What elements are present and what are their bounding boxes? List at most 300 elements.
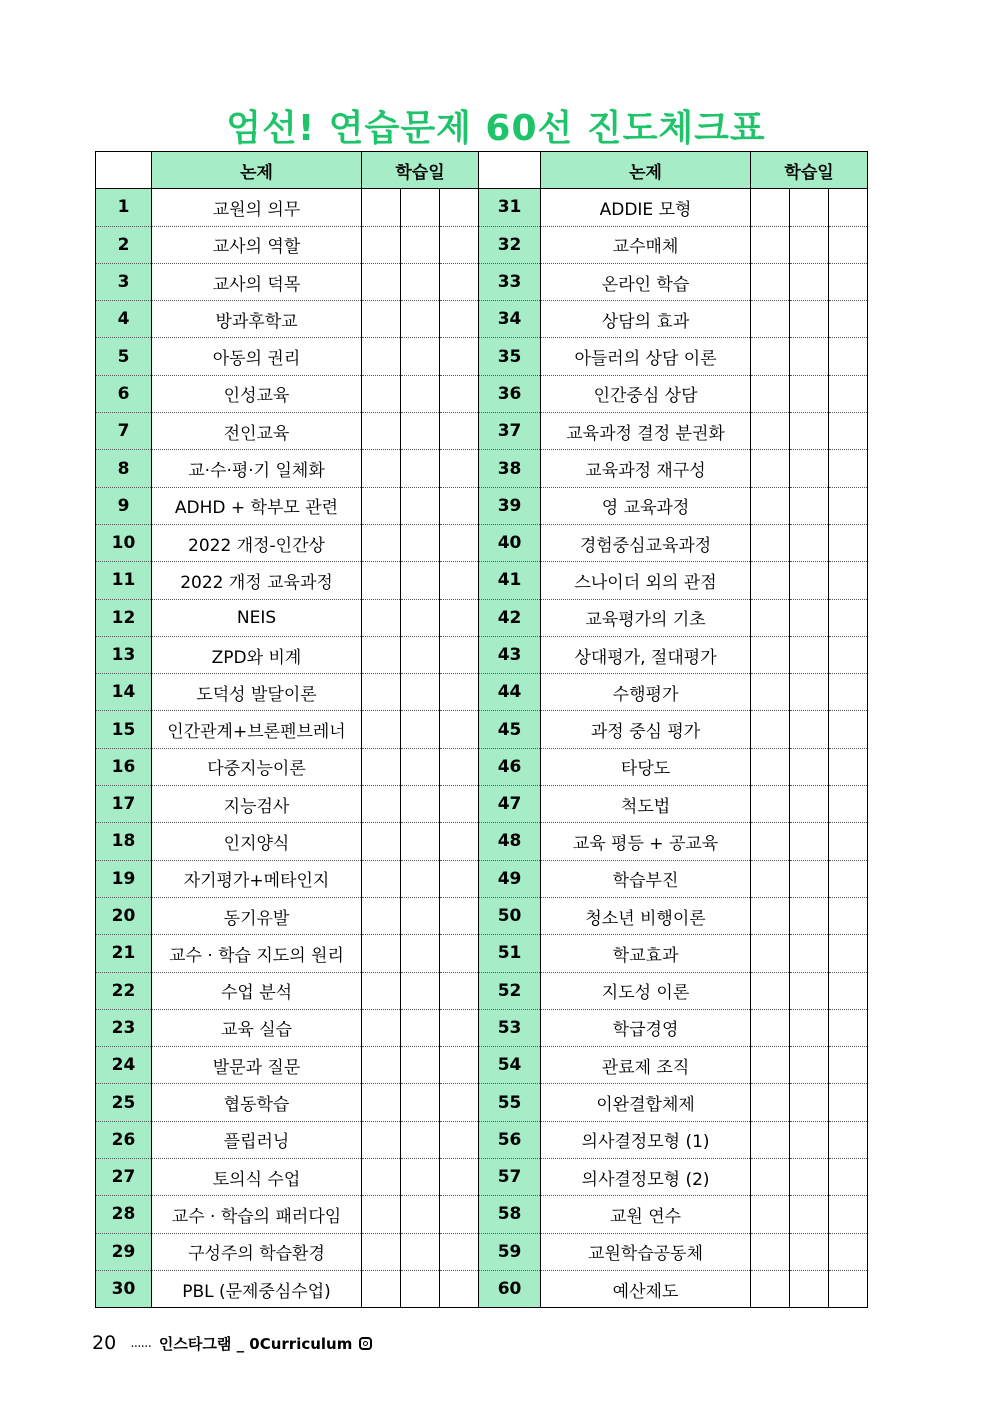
left-row-number: 23	[96, 1009, 152, 1046]
table-row	[96, 711, 868, 748]
left-topic-cell: NEIS	[152, 599, 362, 636]
right-study-date-cell[interactable]	[829, 599, 868, 636]
right-topic-cell: 교육과정 결정 분권화	[541, 413, 751, 450]
right-study-date-cell[interactable]	[790, 1270, 829, 1307]
right-topic-cell: 수행평가	[541, 674, 751, 711]
left-row-number: 2	[96, 226, 152, 263]
right-study-date-cell[interactable]	[790, 1084, 829, 1121]
left-topic-cell: 인지양식	[152, 823, 362, 860]
right-study-date-cell[interactable]	[751, 562, 790, 599]
table-row	[96, 823, 868, 860]
right-row-number: 54	[479, 1047, 541, 1084]
left-study-date-cell[interactable]	[401, 599, 440, 636]
left-study-date-cell[interactable]	[440, 972, 479, 1009]
left-topic-cell: 아동의 권리	[152, 338, 362, 375]
left-row-number: 15	[96, 711, 152, 748]
right-study-date-cell[interactable]	[751, 413, 790, 450]
right-study-date-cell[interactable]	[829, 413, 868, 450]
right-study-date-cell[interactable]	[829, 1009, 868, 1046]
right-study-date-cell[interactable]	[829, 338, 868, 375]
left-topic-cell: ADHD + 학부모 관련	[152, 487, 362, 524]
right-study-date-cell[interactable]	[829, 487, 868, 524]
right-study-date-cell[interactable]	[790, 1009, 829, 1046]
left-topic-cell: ZPD와 비계	[152, 636, 362, 673]
left-study-date-cell[interactable]	[401, 1121, 440, 1158]
right-study-date-cell[interactable]	[751, 860, 790, 897]
right-row-number: 49	[479, 860, 541, 897]
right-study-date-cell[interactable]	[751, 897, 790, 934]
right-study-date-cell[interactable]	[790, 711, 829, 748]
left-topic-cell: 2022 개정-인간상	[152, 524, 362, 561]
left-row-number: 12	[96, 599, 152, 636]
table-row	[96, 189, 868, 226]
right-topic-cell: 스나이더 외의 관점	[541, 562, 751, 599]
right-study-date-cell[interactable]	[829, 226, 868, 263]
left-study-date-cell[interactable]	[440, 1121, 479, 1158]
right-study-date-cell[interactable]	[751, 301, 790, 338]
right-study-date-cell[interactable]	[829, 189, 868, 226]
right-topic-cell: 청소년 비행이론	[541, 897, 751, 934]
table-row	[96, 860, 868, 897]
right-study-date-cell[interactable]	[790, 748, 829, 785]
left-study-date-cell[interactable]	[362, 226, 401, 263]
right-study-date-cell[interactable]	[829, 935, 868, 972]
footer-dots: ......	[130, 1335, 151, 1351]
left-study-date-cell[interactable]	[440, 897, 479, 934]
left-study-date-cell[interactable]	[440, 786, 479, 823]
left-study-date-cell[interactable]	[401, 524, 440, 561]
left-row-number: 25	[96, 1084, 152, 1121]
table-row	[96, 375, 868, 412]
right-topic-cell: 온라인 학습	[541, 263, 751, 300]
right-study-date-cell[interactable]	[829, 263, 868, 300]
right-study-date-cell[interactable]	[751, 189, 790, 226]
left-topic-cell: 발문과 질문	[152, 1047, 362, 1084]
left-study-date-cell[interactable]	[440, 599, 479, 636]
left-study-date-cell[interactable]	[362, 786, 401, 823]
left-study-date-cell[interactable]	[401, 226, 440, 263]
right-study-date-cell[interactable]	[790, 860, 829, 897]
right-study-date-cell[interactable]	[829, 860, 868, 897]
left-topic-cell: 방과후학교	[152, 301, 362, 338]
left-study-date-cell[interactable]	[401, 1047, 440, 1084]
left-row-number: 3	[96, 263, 152, 300]
left-topic-cell: 교·수·평·기 일체화	[152, 450, 362, 487]
left-study-date-cell[interactable]	[362, 636, 401, 673]
right-study-date-cell[interactable]	[751, 524, 790, 561]
left-topic-cell: 전인교육	[152, 413, 362, 450]
right-row-number: 41	[479, 562, 541, 599]
right-study-date-cell[interactable]	[790, 338, 829, 375]
left-study-date-cell[interactable]	[401, 1159, 440, 1196]
right-study-date-cell[interactable]	[790, 1159, 829, 1196]
right-topic-cell: 아들러의 상담 이론	[541, 338, 751, 375]
page-number: 20	[92, 1332, 117, 1354]
left-study-date-cell[interactable]	[362, 301, 401, 338]
table-row	[96, 524, 868, 561]
right-topic-cell: 교수매체	[541, 226, 751, 263]
left-study-date-cell[interactable]	[440, 450, 479, 487]
right-study-date-cell[interactable]	[790, 189, 829, 226]
left-row-number: 19	[96, 860, 152, 897]
header-row	[96, 152, 868, 189]
left-study-date-cell[interactable]	[362, 1121, 401, 1158]
left-study-date-cell[interactable]	[440, 1084, 479, 1121]
right-row-number: 55	[479, 1084, 541, 1121]
right-study-date-cell[interactable]	[829, 1233, 868, 1270]
right-study-date-cell[interactable]	[751, 375, 790, 412]
left-study-date-cell[interactable]	[401, 375, 440, 412]
left-row-number: 30	[96, 1270, 152, 1307]
table-row	[96, 1233, 868, 1270]
left-study-date-cell[interactable]	[401, 263, 440, 300]
right-study-date-cell[interactable]	[829, 1159, 868, 1196]
right-topic-cell: 영 교육과정	[541, 487, 751, 524]
left-study-date-cell[interactable]	[362, 338, 401, 375]
left-study-date-cell[interactable]	[401, 301, 440, 338]
left-topic-header: 논제	[152, 152, 362, 189]
left-topic-cell: 인성교육	[152, 375, 362, 412]
right-topic-cell: 이완결합체제	[541, 1084, 751, 1121]
left-study-date-cell[interactable]	[362, 524, 401, 561]
right-study-date-cell[interactable]	[751, 711, 790, 748]
table-row	[96, 897, 868, 934]
left-study-date-cell[interactable]	[401, 338, 440, 375]
left-topic-cell: 인간관계+브론펜브레너	[152, 711, 362, 748]
right-study-date-cell[interactable]	[790, 1196, 829, 1233]
right-study-date-cell[interactable]	[790, 413, 829, 450]
table-row	[96, 226, 868, 263]
right-topic-cell: 의사결정모형 (2)	[541, 1159, 751, 1196]
right-topic-cell: 경험중심교육과정	[541, 524, 751, 561]
right-study-date-cell[interactable]	[751, 450, 790, 487]
right-study-date-cell[interactable]	[751, 935, 790, 972]
right-study-date-cell[interactable]	[790, 375, 829, 412]
right-row-number: 44	[479, 674, 541, 711]
right-study-date-cell[interactable]	[751, 1047, 790, 1084]
left-study-date-cell[interactable]	[362, 1233, 401, 1270]
left-row-number: 10	[96, 524, 152, 561]
left-row-number: 22	[96, 972, 152, 1009]
right-study-date-cell[interactable]	[790, 487, 829, 524]
left-row-number: 9	[96, 487, 152, 524]
right-topic-cell: ADDIE 모형	[541, 189, 751, 226]
right-topic-header: 논제	[541, 152, 751, 189]
left-study-date-cell[interactable]	[440, 375, 479, 412]
right-study-date-cell[interactable]	[829, 972, 868, 1009]
right-study-date-cell[interactable]	[751, 1009, 790, 1046]
left-study-date-cell[interactable]	[401, 935, 440, 972]
left-study-date-cell[interactable]	[440, 935, 479, 972]
left-study-date-cell[interactable]	[362, 897, 401, 934]
right-study-date-cell[interactable]	[790, 1121, 829, 1158]
left-study-date-cell[interactable]	[362, 1047, 401, 1084]
left-study-date-cell[interactable]	[440, 636, 479, 673]
left-row-number: 29	[96, 1233, 152, 1270]
left-study-date-cell[interactable]	[401, 636, 440, 673]
left-study-date-cell[interactable]	[401, 823, 440, 860]
left-topic-cell: 2022 개정 교육과정	[152, 562, 362, 599]
left-row-number: 16	[96, 748, 152, 785]
left-study-date-header: 학습일	[362, 152, 479, 189]
left-study-date-cell[interactable]	[362, 674, 401, 711]
right-study-date-cell[interactable]	[829, 786, 868, 823]
left-study-date-cell[interactable]	[362, 935, 401, 972]
left-topic-cell: 구성주의 학습환경	[152, 1233, 362, 1270]
right-study-date-cell[interactable]	[751, 636, 790, 673]
right-study-date-cell[interactable]	[790, 263, 829, 300]
left-topic-cell: 교육 실습	[152, 1009, 362, 1046]
right-study-date-cell[interactable]	[751, 226, 790, 263]
right-row-number: 60	[479, 1270, 541, 1307]
left-study-date-cell[interactable]	[440, 674, 479, 711]
right-study-date-cell[interactable]	[829, 375, 868, 412]
left-study-date-cell[interactable]	[440, 823, 479, 860]
left-topic-cell: 동기유발	[152, 897, 362, 934]
left-study-date-cell[interactable]	[362, 1196, 401, 1233]
right-study-date-cell[interactable]	[790, 450, 829, 487]
left-study-date-cell[interactable]	[440, 487, 479, 524]
right-topic-cell: 학교효과	[541, 935, 751, 972]
table-row	[96, 972, 868, 1009]
right-row-number: 39	[479, 487, 541, 524]
left-topic-cell: 자기평가+메타인지	[152, 860, 362, 897]
left-study-date-cell[interactable]	[440, 338, 479, 375]
right-study-date-cell[interactable]	[790, 786, 829, 823]
right-study-date-cell[interactable]	[790, 1047, 829, 1084]
table-row	[96, 1047, 868, 1084]
left-study-date-cell[interactable]	[440, 860, 479, 897]
right-topic-cell: 교육 평등 + 공교육	[541, 823, 751, 860]
right-num-header	[479, 152, 541, 189]
left-topic-cell: PBL (문제중심수업)	[152, 1270, 362, 1307]
right-study-date-cell[interactable]	[790, 636, 829, 673]
left-row-number: 24	[96, 1047, 152, 1084]
right-study-date-cell[interactable]	[829, 1196, 868, 1233]
left-study-date-cell[interactable]	[440, 263, 479, 300]
left-study-date-cell[interactable]	[440, 1270, 479, 1307]
left-study-date-cell[interactable]	[401, 674, 440, 711]
left-study-date-cell[interactable]	[440, 562, 479, 599]
left-row-number: 21	[96, 935, 152, 972]
left-study-date-cell[interactable]	[362, 562, 401, 599]
right-study-date-cell[interactable]	[790, 1233, 829, 1270]
right-row-number: 56	[479, 1121, 541, 1158]
left-study-date-cell[interactable]	[362, 1084, 401, 1121]
right-study-date-cell[interactable]	[829, 524, 868, 561]
left-study-date-cell[interactable]	[362, 487, 401, 524]
left-study-date-cell[interactable]	[401, 972, 440, 1009]
left-study-date-cell[interactable]	[401, 1196, 440, 1233]
table-row	[96, 1159, 868, 1196]
right-study-date-cell[interactable]	[829, 450, 868, 487]
right-study-date-cell[interactable]	[829, 897, 868, 934]
right-study-date-cell[interactable]	[829, 1121, 868, 1158]
right-study-date-cell[interactable]	[829, 711, 868, 748]
left-row-number: 28	[96, 1196, 152, 1233]
left-study-date-cell[interactable]	[440, 413, 479, 450]
right-study-date-cell[interactable]	[790, 897, 829, 934]
right-study-date-cell[interactable]	[829, 636, 868, 673]
left-row-number: 20	[96, 897, 152, 934]
right-study-date-cell[interactable]	[751, 263, 790, 300]
left-topic-cell: 플립러닝	[152, 1121, 362, 1158]
right-row-number: 40	[479, 524, 541, 561]
right-row-number: 58	[479, 1196, 541, 1233]
left-study-date-cell[interactable]	[362, 599, 401, 636]
left-topic-cell: 교수 · 학습의 패러다임	[152, 1196, 362, 1233]
right-row-number: 47	[479, 786, 541, 823]
table-row	[96, 1084, 868, 1121]
right-study-date-cell[interactable]	[829, 674, 868, 711]
right-topic-cell: 타당도	[541, 748, 751, 785]
left-study-date-cell[interactable]	[362, 823, 401, 860]
left-study-date-cell[interactable]	[440, 524, 479, 561]
left-study-date-cell[interactable]	[401, 487, 440, 524]
table-row	[96, 786, 868, 823]
right-study-date-cell[interactable]	[829, 823, 868, 860]
left-study-date-cell[interactable]	[401, 1084, 440, 1121]
left-study-date-cell[interactable]	[362, 189, 401, 226]
right-study-date-cell[interactable]	[790, 674, 829, 711]
right-study-date-cell[interactable]	[751, 823, 790, 860]
left-row-number: 14	[96, 674, 152, 711]
right-study-date-cell[interactable]	[751, 674, 790, 711]
left-study-date-cell[interactable]	[440, 189, 479, 226]
right-study-date-cell[interactable]	[751, 972, 790, 1009]
left-topic-cell: 교사의 덕목	[152, 263, 362, 300]
left-study-date-cell[interactable]	[362, 748, 401, 785]
left-topic-cell: 다중지능이론	[152, 748, 362, 785]
right-topic-cell: 과정 중심 평가	[541, 711, 751, 748]
right-study-date-cell[interactable]	[829, 1084, 868, 1121]
left-study-date-cell[interactable]	[401, 1233, 440, 1270]
right-study-date-cell[interactable]	[751, 1233, 790, 1270]
right-study-date-cell[interactable]	[790, 226, 829, 263]
right-study-date-cell[interactable]	[829, 1270, 868, 1307]
left-study-date-cell[interactable]	[401, 450, 440, 487]
table-row	[96, 1121, 868, 1158]
right-row-number: 50	[479, 897, 541, 934]
right-study-date-cell[interactable]	[751, 487, 790, 524]
right-study-date-cell[interactable]	[790, 301, 829, 338]
right-study-date-cell[interactable]	[790, 972, 829, 1009]
left-study-date-cell[interactable]	[362, 1270, 401, 1307]
right-study-date-cell[interactable]	[790, 599, 829, 636]
left-study-date-cell[interactable]	[362, 1159, 401, 1196]
left-study-date-cell[interactable]	[362, 860, 401, 897]
left-study-date-cell[interactable]	[401, 786, 440, 823]
left-study-date-cell[interactable]	[362, 413, 401, 450]
right-study-date-cell[interactable]	[829, 562, 868, 599]
left-study-date-cell[interactable]	[401, 860, 440, 897]
right-study-date-cell[interactable]	[829, 301, 868, 338]
left-study-date-cell[interactable]	[440, 1159, 479, 1196]
right-topic-cell: 예산제도	[541, 1270, 751, 1307]
left-study-date-cell[interactable]	[401, 413, 440, 450]
table-row	[96, 1270, 868, 1307]
right-row-number: 43	[479, 636, 541, 673]
right-study-date-cell[interactable]	[790, 524, 829, 561]
left-row-number: 1	[96, 189, 152, 226]
right-study-date-cell[interactable]	[790, 935, 829, 972]
right-row-number: 45	[479, 711, 541, 748]
table-row	[96, 748, 868, 785]
table-row	[96, 636, 868, 673]
left-study-date-cell[interactable]	[440, 226, 479, 263]
right-study-date-cell[interactable]	[751, 786, 790, 823]
left-study-date-cell[interactable]	[362, 263, 401, 300]
right-study-date-cell[interactable]	[790, 823, 829, 860]
right-study-date-cell[interactable]	[751, 748, 790, 785]
left-row-number: 8	[96, 450, 152, 487]
right-study-date-cell[interactable]	[751, 1159, 790, 1196]
left-study-date-cell[interactable]	[401, 1009, 440, 1046]
left-study-date-cell[interactable]	[401, 711, 440, 748]
left-row-number: 17	[96, 786, 152, 823]
left-study-date-cell[interactable]	[362, 972, 401, 1009]
page-footer	[92, 1330, 372, 1356]
left-study-date-cell[interactable]	[440, 1233, 479, 1270]
left-topic-cell: 교수 · 학습 지도의 원리	[152, 935, 362, 972]
right-topic-cell: 교육과정 재구성	[541, 450, 751, 487]
table-row	[96, 935, 868, 972]
left-row-number: 6	[96, 375, 152, 412]
left-study-date-cell[interactable]	[362, 450, 401, 487]
right-row-number: 42	[479, 599, 541, 636]
right-row-number: 48	[479, 823, 541, 860]
right-study-date-cell[interactable]	[751, 599, 790, 636]
right-topic-cell: 상담의 효과	[541, 301, 751, 338]
right-topic-cell: 인간중심 상담	[541, 375, 751, 412]
left-num-header	[96, 152, 152, 189]
right-study-date-cell[interactable]	[751, 338, 790, 375]
left-study-date-cell[interactable]	[440, 748, 479, 785]
left-study-date-cell[interactable]	[401, 189, 440, 226]
left-study-date-cell[interactable]	[362, 711, 401, 748]
left-study-date-cell[interactable]	[401, 1270, 440, 1307]
left-topic-cell: 수업 분석	[152, 972, 362, 1009]
left-topic-cell: 교사의 역할	[152, 226, 362, 263]
left-study-date-cell[interactable]	[440, 711, 479, 748]
left-study-date-cell[interactable]	[401, 562, 440, 599]
left-study-date-cell[interactable]	[440, 1196, 479, 1233]
right-row-number: 35	[479, 338, 541, 375]
right-study-date-cell[interactable]	[790, 562, 829, 599]
right-study-date-cell[interactable]	[751, 1196, 790, 1233]
right-study-date-cell[interactable]	[829, 1047, 868, 1084]
right-topic-cell: 척도법	[541, 786, 751, 823]
table-row	[96, 413, 868, 450]
right-study-date-cell[interactable]	[751, 1121, 790, 1158]
left-study-date-cell[interactable]	[440, 1047, 479, 1084]
right-study-date-cell[interactable]	[751, 1084, 790, 1121]
left-study-date-cell[interactable]	[440, 1009, 479, 1046]
progress-check-table	[95, 151, 868, 1308]
left-study-date-cell[interactable]	[401, 897, 440, 934]
instagram-icon	[359, 1337, 372, 1350]
left-study-date-cell[interactable]	[401, 748, 440, 785]
left-row-number: 5	[96, 338, 152, 375]
right-study-date-cell[interactable]	[829, 748, 868, 785]
right-study-date-cell[interactable]	[751, 1270, 790, 1307]
left-study-date-cell[interactable]	[362, 1009, 401, 1046]
left-study-date-cell[interactable]	[440, 301, 479, 338]
left-study-date-cell[interactable]	[362, 375, 401, 412]
right-row-number: 52	[479, 972, 541, 1009]
right-row-number: 37	[479, 413, 541, 450]
table-row	[96, 263, 868, 300]
